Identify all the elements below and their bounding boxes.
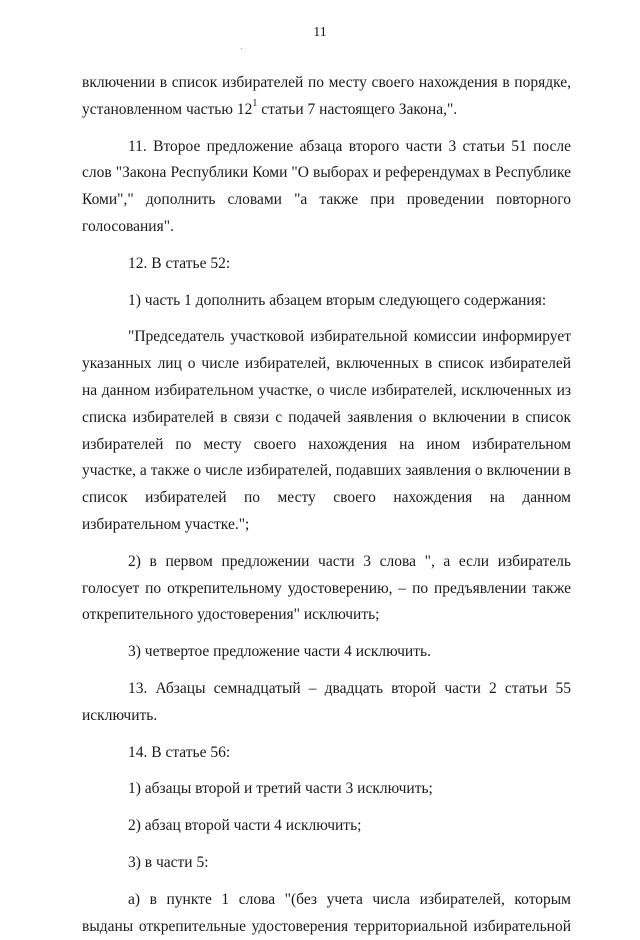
paragraph-subitem-1b: 1) абзацы второй и третий части 3 исключить; bbox=[128, 780, 433, 798]
paragraph-item-14: 14. В статье 56: bbox=[128, 743, 231, 761]
paragraph-subitem-2: 2) в первом предложении части 3 слова ", а если избиратель голосует по открепительному удостоверению, – по предъявлении также открепительного удостоверения" исключить; bbox=[82, 552, 571, 624]
paragraph-item-11: 11. Второе предложение абзаца второго части 3 статьи 51 после слов "Закона Республики Коми "О выборах и референдумах в Республике Коми"," дополнить словами "а также при проведении повторного голосования". bbox=[82, 137, 571, 235]
paragraph-item-12: 12. В статье 52: bbox=[128, 254, 231, 272]
scan-speck bbox=[241, 48, 242, 49]
paragraph-subitem-1: 1) часть 1 дополнить абзацем вторым следующего содержания: bbox=[128, 291, 547, 309]
page-number: 11 bbox=[313, 25, 327, 40]
paragraph-subitem-2b: 2) абзац второй части 4 исключить; bbox=[128, 817, 362, 835]
paragraph-quote: "Председатель участковой избирательной комиссии информирует указанных лиц о числе избирателей, включенных в список избирателей на данном избирательном участке, о числе избирателей, исключенных из списка избирателей в связи с подачей заявления о включении в список избирателей по месту своего нахождения на ином избирательном участке, а также о числе избирателей, подавших заявления о включении в список избирателей по месту своего нахождения на данном избирательном участке."; bbox=[82, 328, 571, 533]
paragraph-subitem-3b: 3) в части 5: bbox=[128, 853, 209, 871]
paragraph-text: включении в список избирателей по месту своего нахождения в порядке, установленном частью 12 bbox=[82, 74, 571, 118]
document-body bbox=[82, 70, 571, 940]
paragraph-subitem-3: 3) четвертое предложение части 4 исключить. bbox=[128, 643, 431, 661]
paragraph-item-13: 13. Абзацы семнадцатый – двадцать второй части 2 статьи 55 исключить. bbox=[82, 679, 571, 724]
paragraph-text-tail: статьи 7 настоящего Закона,". bbox=[257, 100, 458, 118]
superscript: 1 bbox=[252, 97, 258, 109]
paragraph-continuation bbox=[82, 70, 571, 124]
paragraph-subitem-a: а) в пункте 1 слова "(без учета числа избирателей, которым выданы открепительные удостоверения территориальной избирательной bbox=[82, 890, 571, 935]
